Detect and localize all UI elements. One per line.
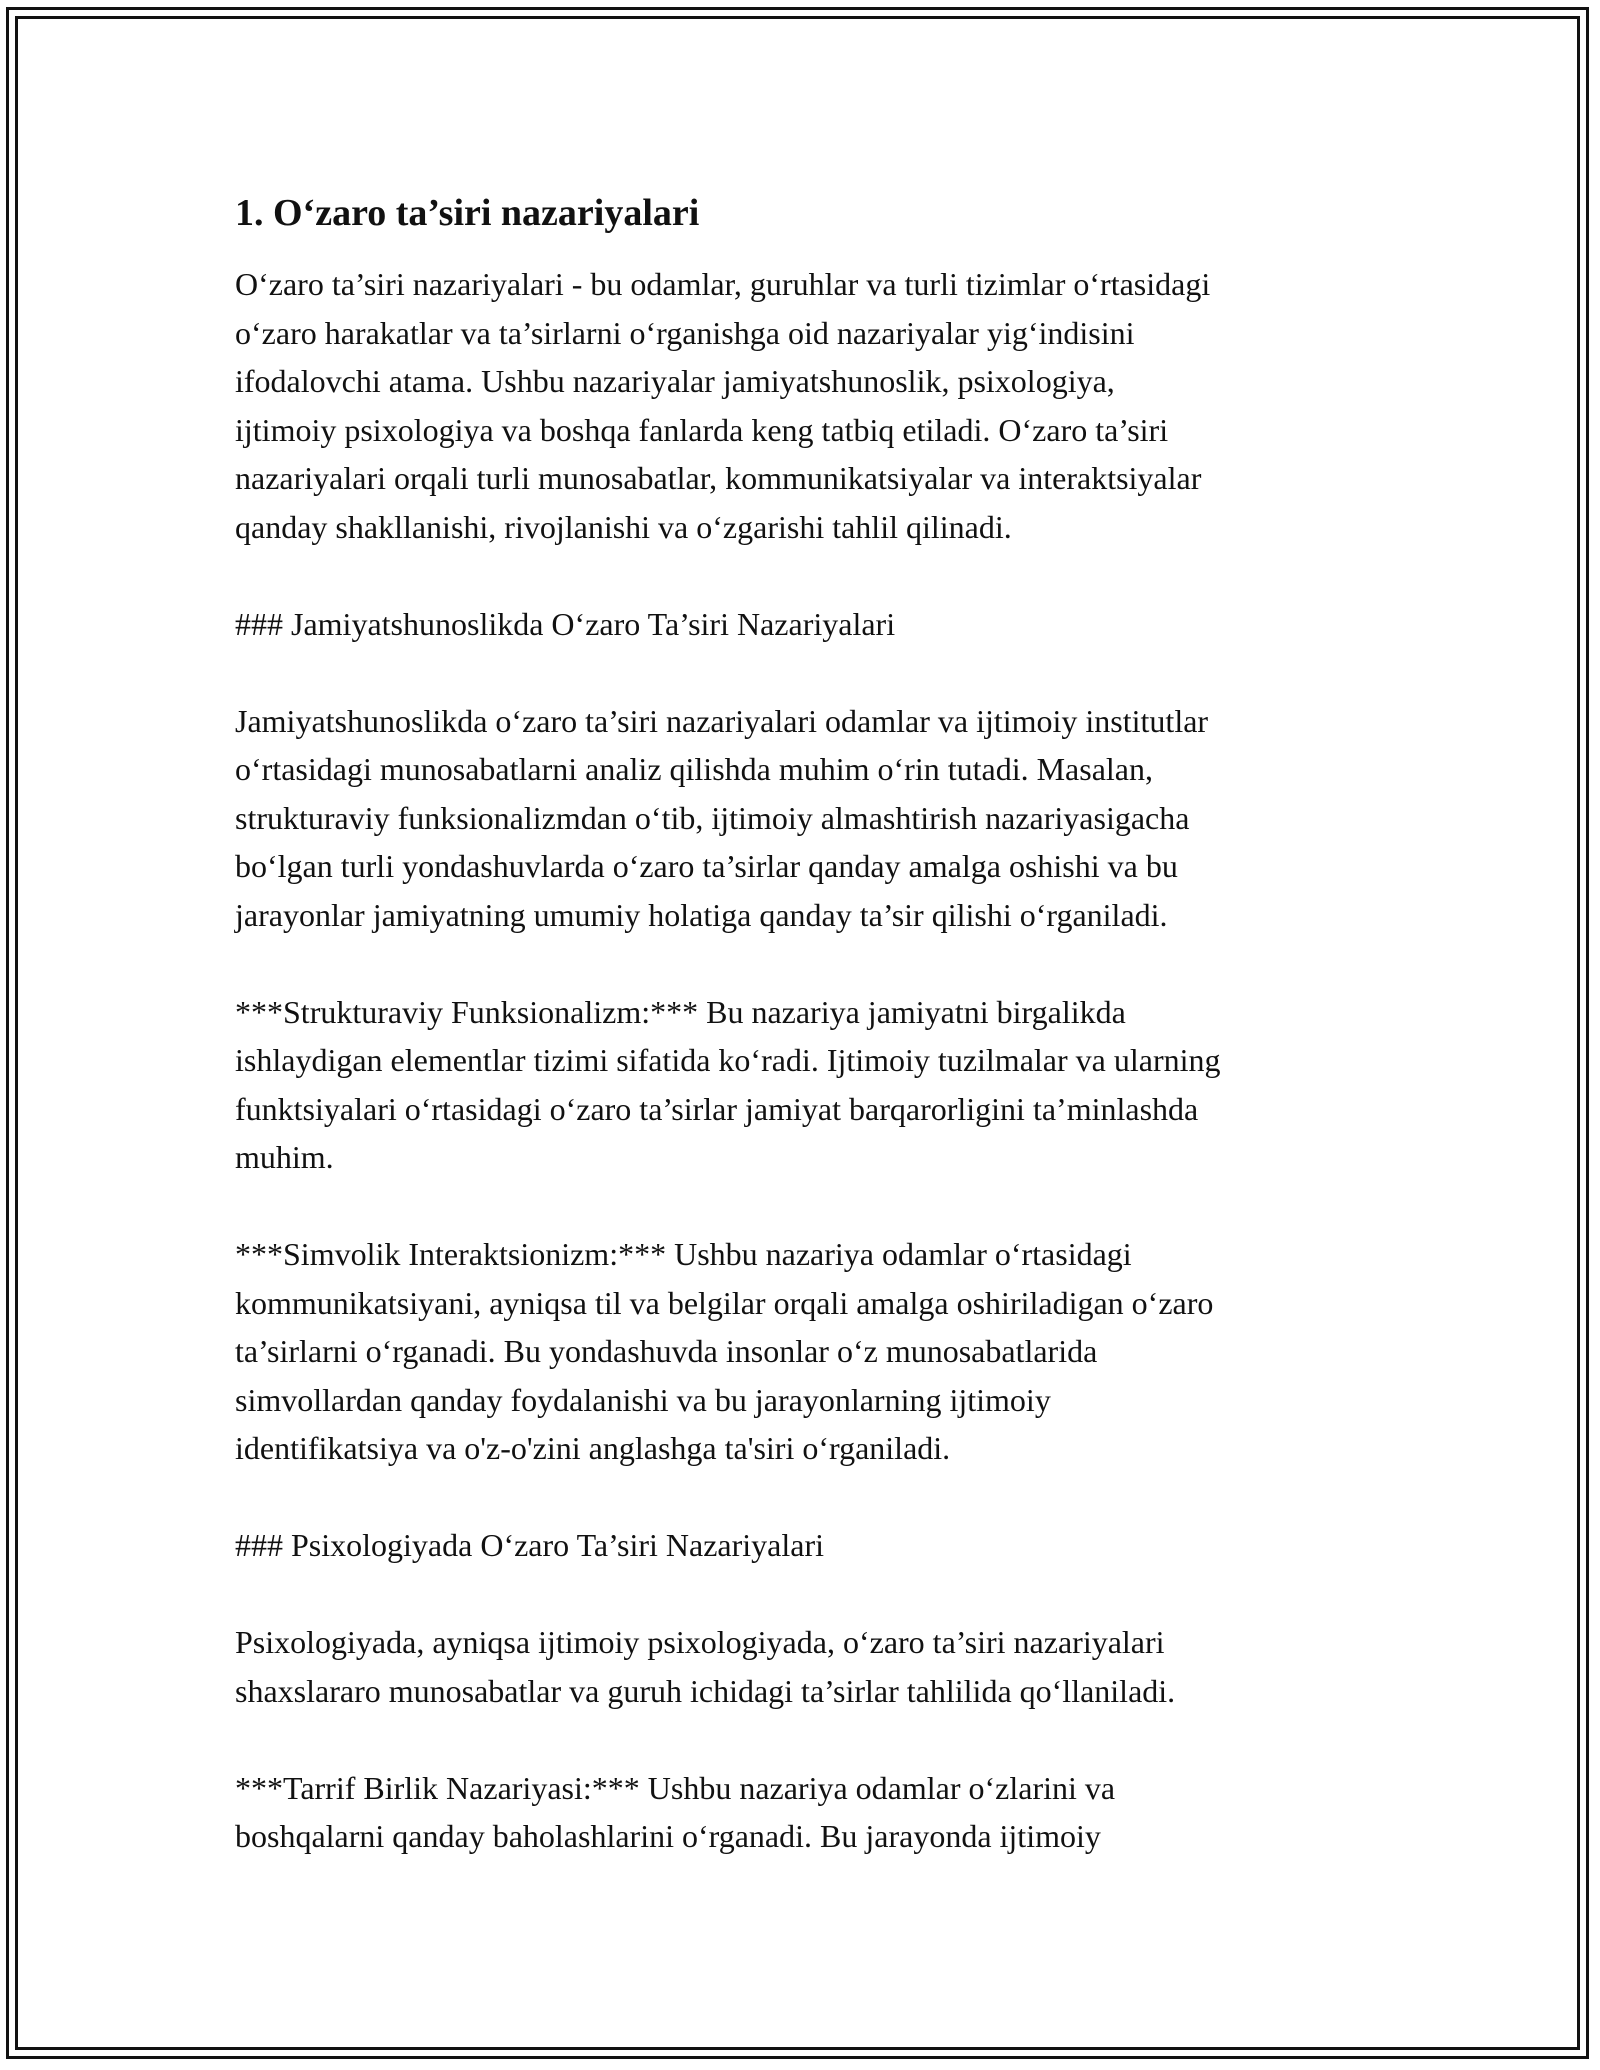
text-line: o‘zaro harakatlar va ta’sirlarni o‘rganishga oid nazariyalar yig‘indisini [235, 314, 1135, 351]
text-line: ***Strukturaviy Funksionalizm:*** Bu nazariya jamiyatni birgalikda [235, 993, 1126, 1030]
text-line: ifodalovchi atama. Ushbu nazariyalar jamiyatshunoslik, psixologiya, [235, 363, 1115, 399]
paragraph-social-identity [235, 1764, 1375, 1861]
paragraph-symbolic-interactionism [235, 1230, 1375, 1473]
document-body [235, 186, 1375, 1909]
text-line: ### Psixologiyada O‘zaro Ta’siri Nazariyalari [235, 1527, 824, 1563]
paragraph-sociology [235, 697, 1375, 940]
text-line: ***Tarrif Birlik Nazariyasi:*** Ushbu nazariya odamlar o‘zlarini va [235, 1769, 1116, 1806]
text-line: ### Jamiyatshunoslikda O‘zaro Ta’siri Nazariyalari [235, 605, 896, 642]
paragraph-intro [235, 260, 1375, 551]
text-line: Psixologiyada, ayniqsa ijtimoiy psixologiyada, o‘zaro ta’siri nazariyalari [235, 1624, 1165, 1660]
text-line: jarayonlar jamiyatning umumiy holatiga qanday ta’sir qilishi o‘rganiladi. [235, 896, 1168, 933]
paragraph-structural-functionalism [235, 988, 1375, 1182]
paragraph-psychology [235, 1618, 1375, 1715]
text-line: kommunikatsiyani, ayniqsa til va belgilar orqali amalga oshiriladigan o‘zaro [235, 1284, 1214, 1321]
text-line: nazariyalari orqali turli munosabatlar, kommunikatsiyalar va interaktsiyalar [235, 460, 1202, 496]
section-heading-sociology [235, 600, 1375, 649]
text-line: o‘rtasidagi munosabatlarni analiz qilishda muhim o‘rin tutadi. Masalan, [235, 751, 1153, 787]
text-line: identifikatsiya va o'z-o'zini anglashga ta'siri o‘rganiladi. [235, 1430, 951, 1466]
text-line: boshqalarni qanday baholashlarini o‘rganadi. Bu jarayonda ijtimoiy [235, 1818, 1101, 1854]
text-line: ishlaydigan elementlar tizimi sifatida ko‘radi. Ijtimoiy tuzilmalar va ularning [235, 1042, 1221, 1078]
text-line: simvollardan qanday foydalanishi va bu jarayonlarning ijtimoiy [235, 1381, 1051, 1418]
text-line: Jamiyatshunoslikda o‘zaro ta’siri nazariyalari odamlar va ijtimoiy institutlar [235, 702, 1209, 739]
text-line: shaxslararo munosabatlar va guruh ichidagi ta’sirlar tahlilida qo‘llaniladi. [235, 1672, 1176, 1709]
document-title: 1. O‘zaro ta’siri nazariyalari [235, 192, 700, 234]
text-line: O‘zaro ta’siri nazariyalari - bu odamlar, guruhlar va turli tizimlar o‘rtasidagi [235, 266, 1211, 302]
section-heading-psychology [235, 1521, 1375, 1570]
text-line: muhim. [235, 1139, 334, 1175]
text-line: funktsiyalari o‘rtasidagi o‘zaro ta’sirlar jamiyat barqarorligini ta’minlashda [235, 1090, 1199, 1127]
text-line: ta’sirlarni o‘rganadi. Bu yondashuvda insonlar o‘z munosabatlarida [235, 1333, 1098, 1369]
text-line: bo‘lgan turli yondashuvlarda o‘zaro ta’sirlar qanday amalga oshishi va bu [235, 848, 1178, 884]
text-line: ijtimoiy psixologiya va boshqa fanlarda keng tatbiq etiladi. O‘zaro ta’siri [235, 411, 1169, 448]
text-line: strukturaviy funksionalizmdan o‘tib, ijtimoiy almashtirish nazariyasigacha [235, 799, 1190, 836]
text-line: ***Simvolik Interaktsionizm:*** Ushbu nazariya odamlar o‘rtasidagi [235, 1236, 1132, 1272]
text-line: qanday shakllanishi, rivojlanishi va o‘zgarishi tahlil qilinadi. [235, 508, 1012, 545]
